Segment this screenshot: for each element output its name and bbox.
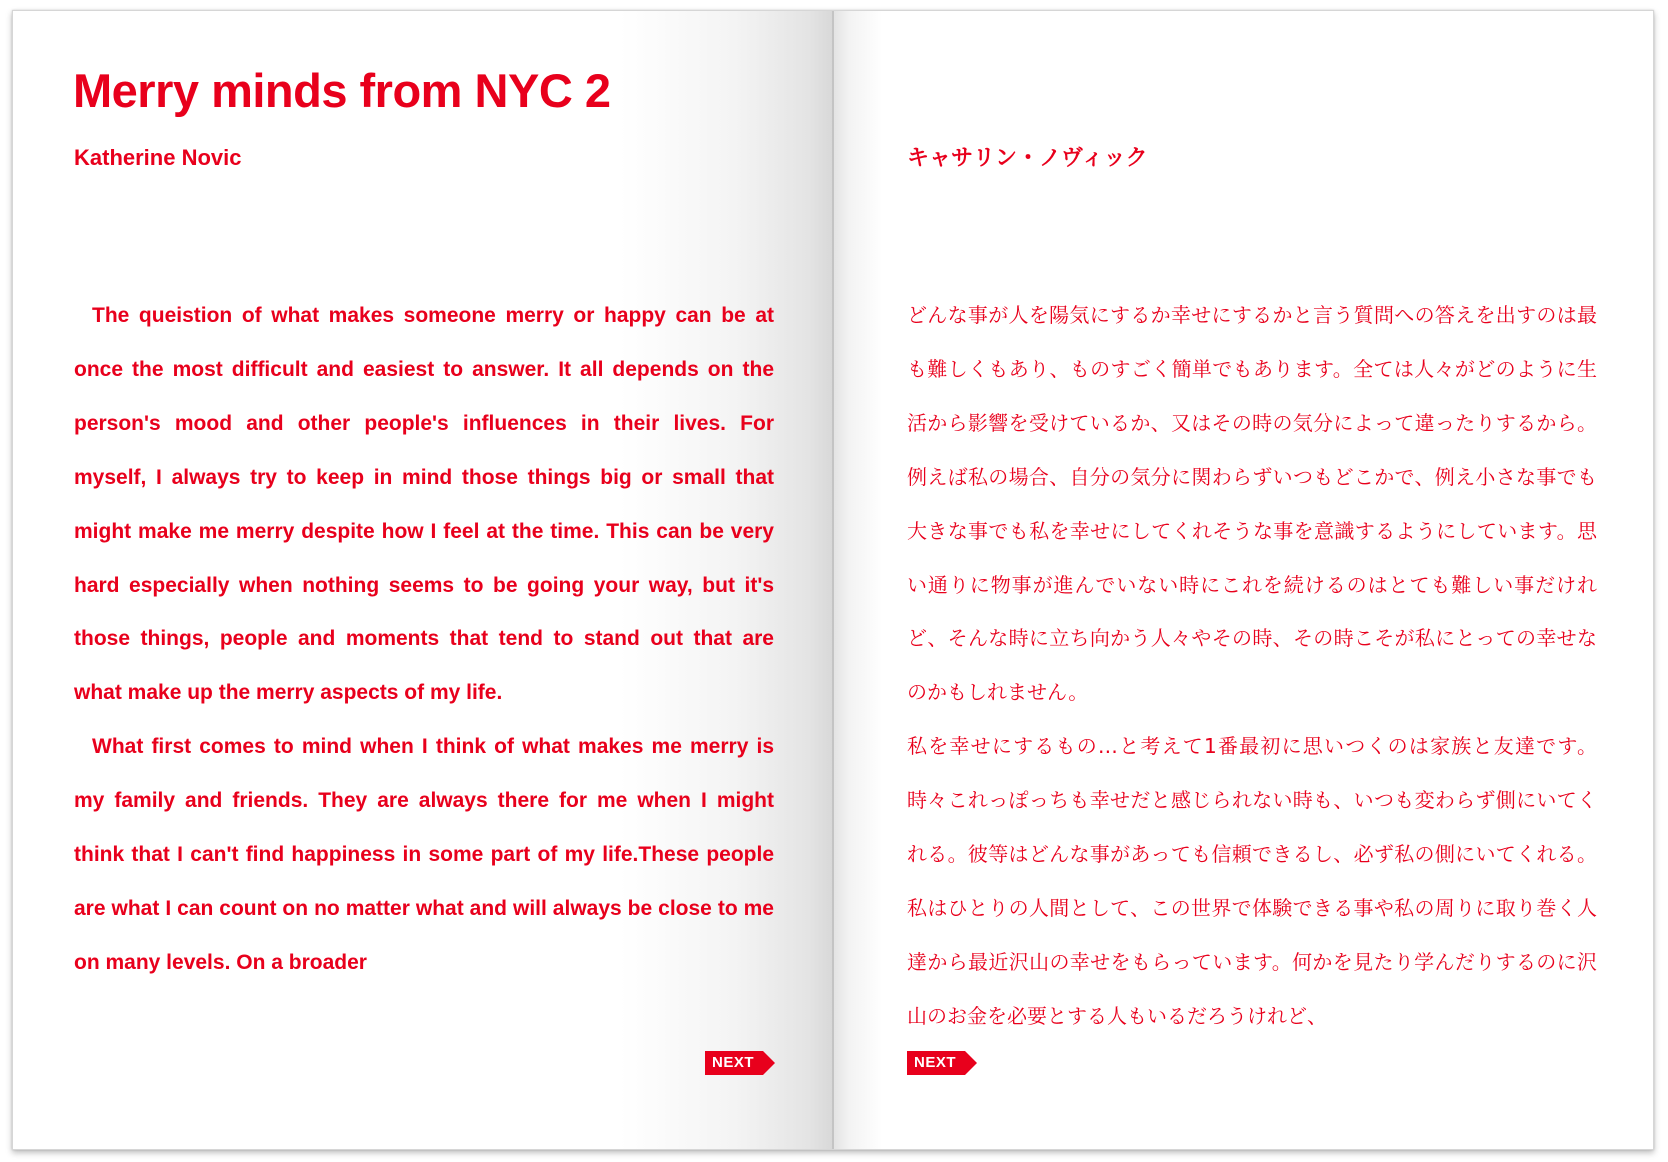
paragraph: What first comes to mind when I think of what makes me merry is my family and friends. They are always there for me when I might think that I can't find happiness in some part of my life.These people are what I can count on no matter what and will always be close to me on many levels. On a broader (74, 735, 774, 974)
paragraph: The queistion of what makes someone merry or happy can be at once the most difficult and easiest to answer. It all depends on the person's mood and other people's influences in their lives. For myself, I always try to keep in mind those things big or small that might make me merry despite how I feel at the time. This can be very hard especially when nothing seems to be going your way, but it's those things, people and moments that tend to stand out that are what make up the merry aspects of my life. (74, 304, 774, 705)
next-button[interactable] (907, 1051, 977, 1075)
english-text (74, 289, 774, 990)
right-page (833, 11, 1654, 1149)
left-page (13, 11, 833, 1149)
book-spine (832, 11, 834, 1149)
next-label: NEXT (712, 1054, 755, 1071)
paragraph: どんな事が人を陽気にするか幸せにするかと言う質問への答えを出すのは最も難しくもあり、ものすごく簡単でもあります。全ては人々がどのように生活から影響を受けているか、又はその時の気分によって違ったりするから。例えば私の場合、自分の気分に関わらずいつもどこかで、例え小さな事でも大きな事でも私を幸せにしてくれそうな事を意識するようにしています。思い通りに物事が進んでいない時にこれを続けるのはとても難しい事だけれど、そんな時に立ち向かう人々やその時、その時こそが私にとっての幸せなのかもしれません。 (907, 303, 1597, 705)
book-spread (12, 10, 1654, 1150)
author-name-japanese: キャサリン・ノヴィック (907, 146, 1148, 171)
japanese-text (907, 289, 1597, 1044)
next-label: NEXT (914, 1054, 957, 1071)
next-button[interactable] (705, 1051, 775, 1075)
page-title: Merry minds from NYC 2 (73, 64, 611, 117)
author-name: Katherine Novic (74, 145, 242, 170)
paragraph: 私を幸せにするもの…と考えて1番最初に思いつくのは家族と友達です。時々これっぽっちも幸せだと感じられない時も、いつも変わらず側にいてくれる。彼等はどんな事があっても信頼できるし、必ず私の側にいてくれる。私はひとりの人間として、この世界で体験できる事や私の周りに取り巻く人達から最近沢山の幸せをもらっています。何かを見たり学んだりするのに沢山のお金を必要とする人もいるだろうけれど、 (907, 734, 1597, 1028)
